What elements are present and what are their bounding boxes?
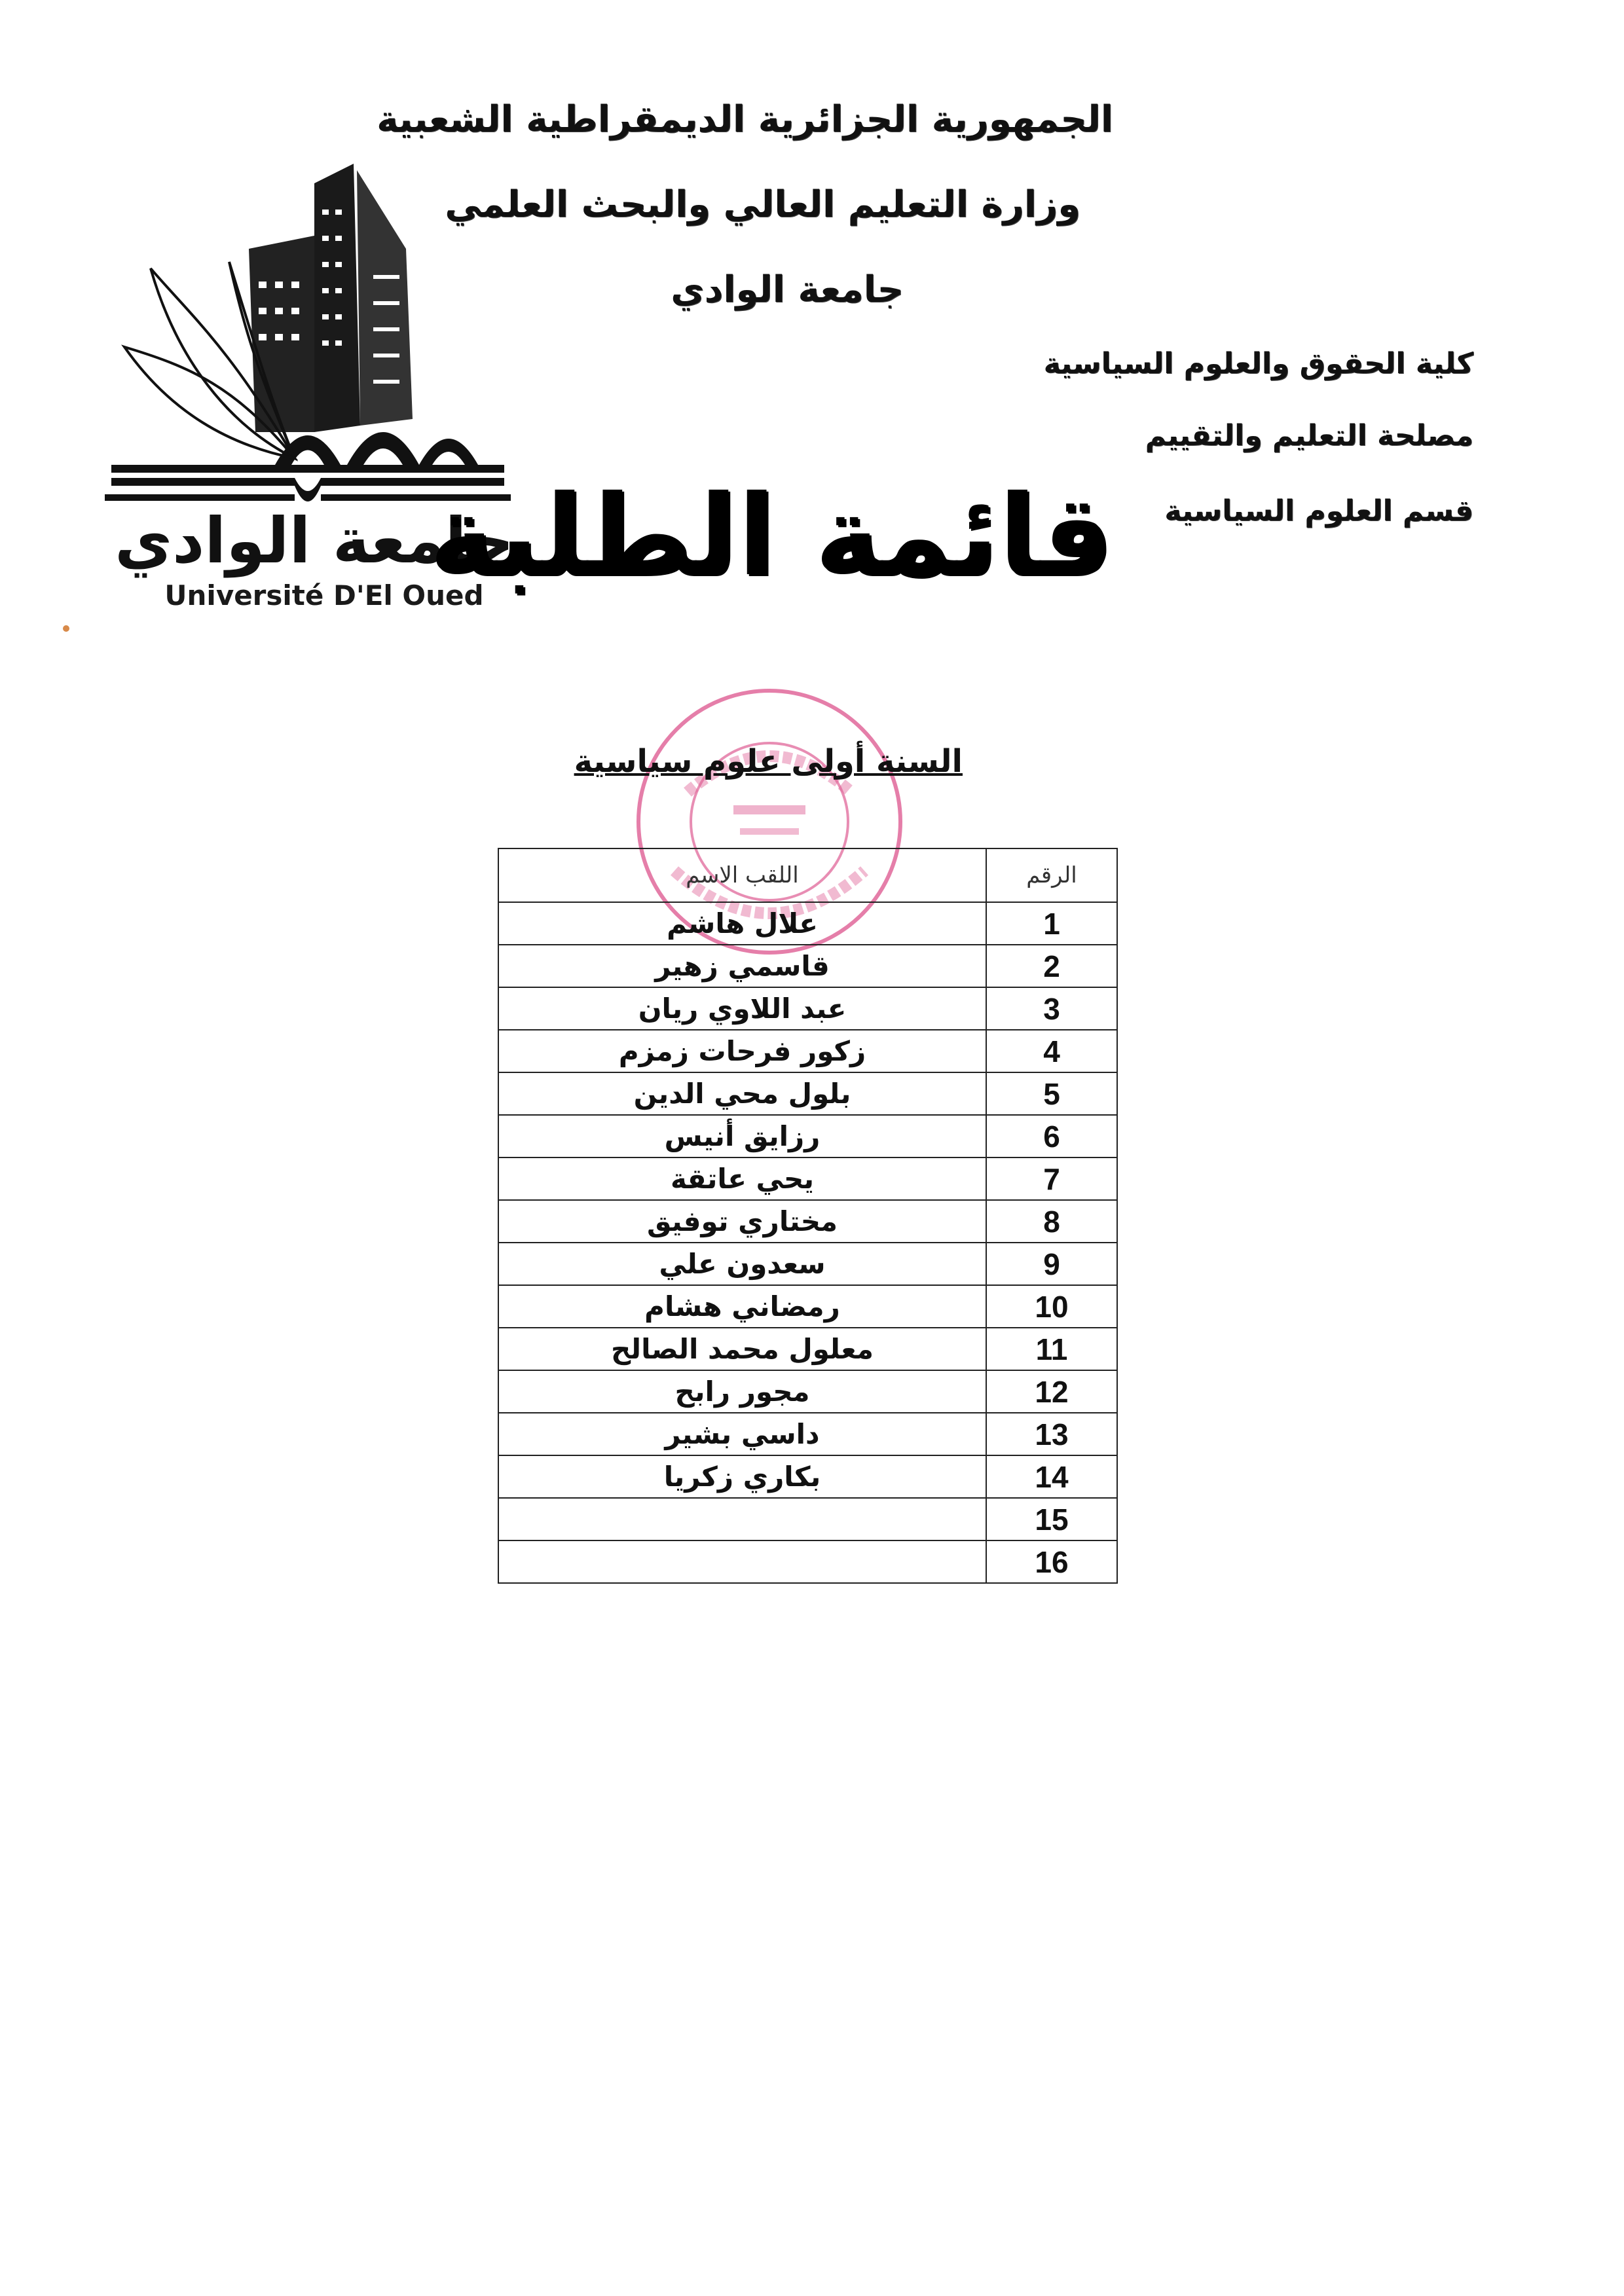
row-number: 5 xyxy=(986,1072,1117,1115)
table-row xyxy=(498,1413,1117,1455)
header-faculty: كلية الحقوق والعلوم السياسية xyxy=(1043,347,1473,380)
row-name: بلول محي الدين xyxy=(498,1072,986,1115)
table-row xyxy=(498,1455,1117,1498)
scan-speck xyxy=(63,625,69,632)
table-row xyxy=(498,1243,1117,1285)
logo-latin-name: Université D'El Oued xyxy=(164,579,484,611)
table-row xyxy=(498,1157,1117,1200)
row-number: 14 xyxy=(986,1455,1117,1498)
row-name: بكاري زكريا xyxy=(498,1455,986,1498)
class-year-label: السنة أولى علوم سياسية xyxy=(574,743,963,780)
row-number: 9 xyxy=(986,1243,1117,1285)
table-header-row xyxy=(498,848,1117,902)
row-name: مجور رابح xyxy=(498,1370,986,1413)
table-row xyxy=(498,1030,1117,1072)
row-name xyxy=(498,1498,986,1540)
table-row xyxy=(498,1200,1117,1243)
table-row xyxy=(498,1072,1117,1115)
header-university: جامعة الوادي xyxy=(671,268,904,311)
row-number: 16 xyxy=(986,1540,1117,1583)
row-number: 12 xyxy=(986,1370,1117,1413)
row-name: سعدون علي xyxy=(498,1243,986,1285)
table-row xyxy=(498,1115,1117,1157)
header-name: اللقب الاسم xyxy=(498,848,986,902)
row-number: 2 xyxy=(986,945,1117,987)
table-row xyxy=(498,945,1117,987)
header-number: الرقم xyxy=(986,848,1117,902)
header-republic: الجمهورية الجزائرية الديمقراطية الشعبية xyxy=(377,98,1113,141)
header-department: قسم العلوم السياسية xyxy=(1164,494,1473,528)
row-number: 11 xyxy=(986,1328,1117,1370)
row-number: 3 xyxy=(986,987,1117,1030)
row-name: رزايق أنيس xyxy=(498,1115,986,1157)
table-row xyxy=(498,1328,1117,1370)
table-row xyxy=(498,987,1117,1030)
students-table xyxy=(498,848,1118,1584)
row-name: عبد اللاوي ريان xyxy=(498,987,986,1030)
row-name: مختاري توفيق xyxy=(498,1200,986,1243)
row-number: 7 xyxy=(986,1157,1117,1200)
table-row xyxy=(498,1285,1117,1328)
row-number: 10 xyxy=(986,1285,1117,1328)
row-number: 1 xyxy=(986,902,1117,945)
row-name: داسي بشير xyxy=(498,1413,986,1455)
row-number: 15 xyxy=(986,1498,1117,1540)
row-number: 6 xyxy=(986,1115,1117,1157)
table-row xyxy=(498,1370,1117,1413)
row-name: علال هاشم xyxy=(498,902,986,945)
header-service: مصلحة التعليم والتقييم xyxy=(1145,419,1473,452)
row-name: معلول محمد الصالح xyxy=(498,1328,986,1370)
row-name xyxy=(498,1540,986,1583)
row-number: 4 xyxy=(986,1030,1117,1072)
table-row xyxy=(498,902,1117,945)
row-name: رمضاني هشام xyxy=(498,1285,986,1328)
row-number: 8 xyxy=(986,1200,1117,1243)
row-name: زكور فرحات زمزم xyxy=(498,1030,986,1072)
logo-arabic-name: جامعة الوادي xyxy=(115,504,514,577)
row-number: 13 xyxy=(986,1413,1117,1455)
row-name: قاسمي زهير xyxy=(498,945,986,987)
table-row xyxy=(498,1498,1117,1540)
table-row xyxy=(498,1540,1117,1583)
header-ministry: وزارة التعليم العالي والبحث العلمي xyxy=(445,183,1080,226)
page-title: قائمة الطلبة xyxy=(429,471,1113,601)
row-name: يحي عاتقة xyxy=(498,1157,986,1200)
